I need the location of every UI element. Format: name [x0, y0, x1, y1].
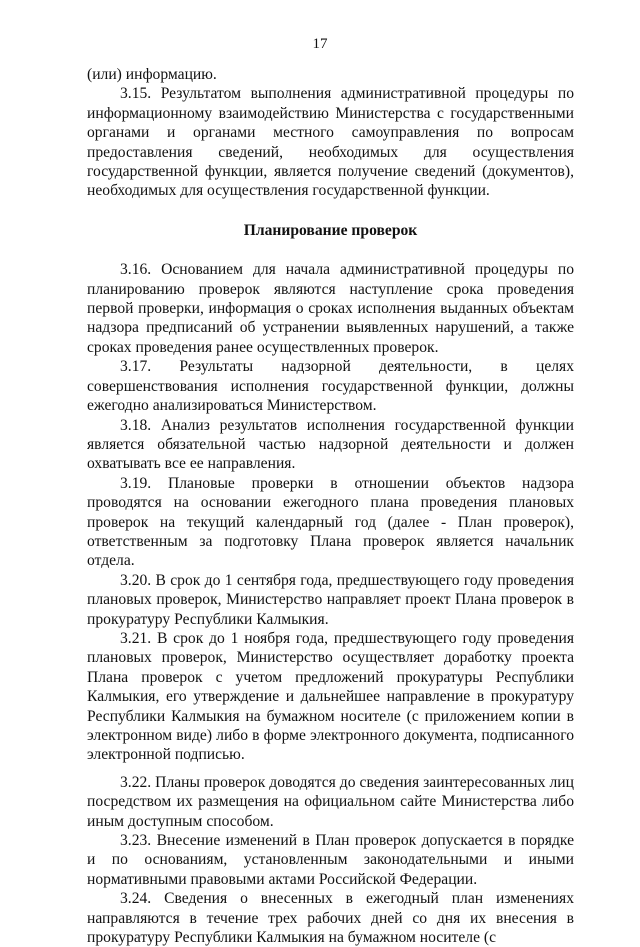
paragraph-3-18: 3.18. Анализ результатов исполнения государственной функции является обязательной частью надзорной деятельности и должен охватывать все ее направления. [87, 416, 574, 473]
paragraph-3-22: 3.22. Планы проверок доводятся до сведения заинтересованных лиц посредством их размещения на официальном сайте Министерства либо иным доступным способом. [87, 773, 574, 830]
paragraph-3-15: 3.15. Результатом выполнения административной процедуры по информационному взаимодействию Министерства с государственными органами и органами местного самоуправления по вопросам предоставления сведений, необходимых для осуществления государственной функции, является получение сведений (документов), необходимых для осуществления государственной функции. [87, 85, 574, 200]
page-number: 17 [312, 36, 328, 52]
paragraph-3-23: 3.23. Внесение изменений в План проверок допускается в порядке и по основаниям, установленным законодательными и иными нормативными правовыми актами Российской Федерации. [87, 832, 574, 888]
paragraph-3-19: 3.19. Плановые проверки в отношении объектов надзора проводятся на основании ежегодного плана проведения плановых проверок на текущий календарный год (далее - План проверок), ответственным за подготовку Плана проверок является начальник отдела. [87, 474, 574, 570]
paragraph-3-20: 3.20. В срок до 1 сентября года, предшествующего году проведения плановых проверок, Министерство направляет проект Плана проверок в прокуратуру Республики Калмыкия. [87, 571, 574, 628]
paragraph-continuation: (или) информацию. [87, 66, 217, 83]
document-body [87, 65, 574, 947]
section-heading: Планирование проверок [243, 221, 418, 239]
paragraph-3-21: 3.21. В срок до 1 ноября года, предшествующего году проведения плановых проверок, Министерство осуществляет доработку проекта Плана проверок с учетом предложений прокуратуры Республики Калмыкия, его утверждение и дальнейшее направление в прокуратуру Республики Калмыкия на бумажном носителе (с приложением копии в электронном виде) либо в форме электронного документа, подписанного электронной подписью. [87, 629, 574, 764]
paragraph-3-24: 3.24. Сведения о внесенных в ежегодный план изменениях направляются в течение трех рабочих дней со дня их внесения в прокуратуру Республики Калмыкия на бумажном носителе (с [87, 890, 574, 947]
paragraph-3-16: 3.16. Основанием для начала административной процедуры по планированию проверок являются наступление срока проведения первой проверки, информация о сроках исполнения выданных объектам надзора предписаний об устранении выявленных нарушений, а также сроках проведения ранее осуществленных проверок. [87, 261, 574, 356]
paragraph-3-17: 3.17. Результаты надзорной деятельности, в целях совершенствования исполнения государственной функции, должны ежегодно анализироваться Министерством. [87, 358, 574, 415]
